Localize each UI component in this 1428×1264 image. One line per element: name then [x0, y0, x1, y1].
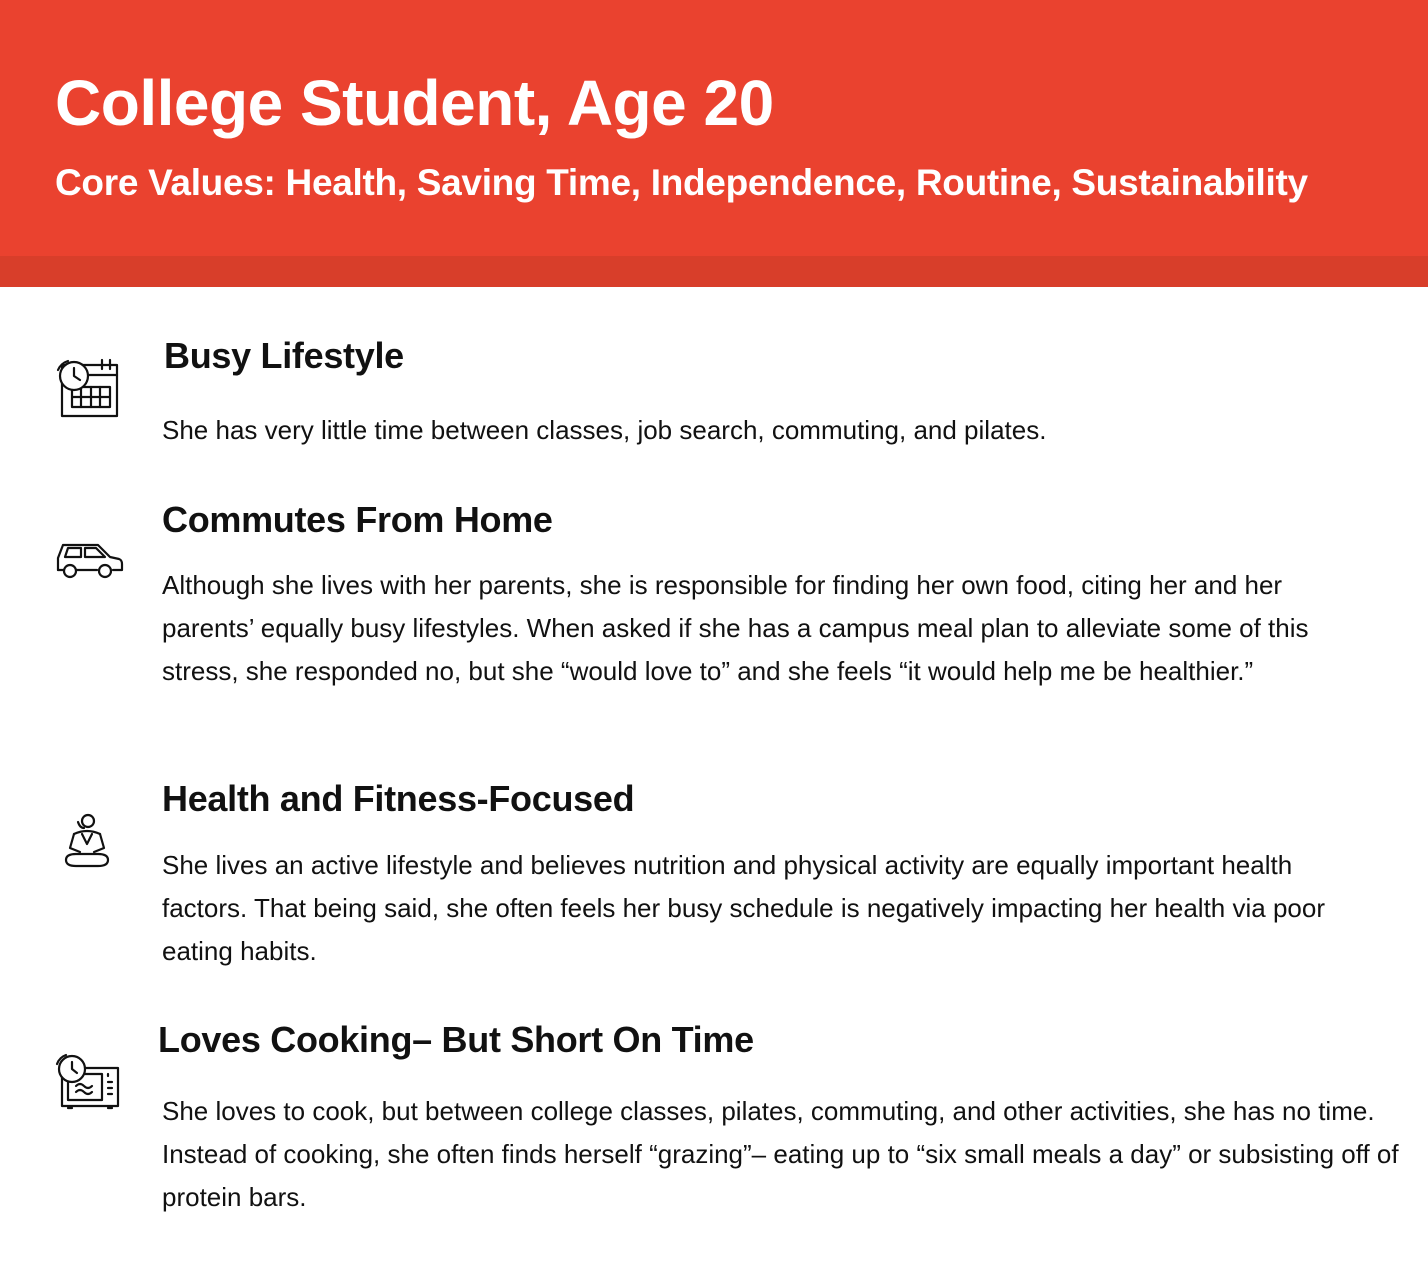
section-title-busy-lifestyle: Busy Lifestyle — [164, 335, 404, 376]
header-strip — [0, 256, 1428, 287]
car-icon — [55, 540, 125, 582]
clock-microwave-icon — [54, 1052, 122, 1110]
section-body-cooking: She loves to cook, but between college classes, pilates, commuting, and other activities, she has no time. Instead of cooking, she often finds herself “grazing”– eating up to “six small meals a day” or subsisting off of protein bars. — [162, 1096, 1399, 1212]
core-values: Core Values: Health, Saving Time, Independence, Routine, Sustainability — [55, 162, 1308, 203]
page-title: College Student, Age 20 — [55, 67, 774, 139]
section-body-busy-lifestyle: She has very little time between classes, job search, commuting, and pilates. — [162, 415, 1047, 445]
meditation-icon — [62, 812, 112, 872]
section-title-health: Health and Fitness-Focused — [162, 778, 635, 819]
section-title-cooking: Loves Cooking– But Short On Time — [158, 1019, 754, 1060]
section-title-commutes: Commutes From Home — [162, 499, 553, 540]
section-body-commutes: Although she lives with her parents, she is responsible for finding her own food, citing her and her parents’ equally busy lifestyles. When asked if she has a campus meal plan to alleviate some of this stress, she responded no, but she “would love to” and she feels “it would help me be healthier.” — [162, 570, 1309, 686]
clock-calendar-icon — [54, 356, 120, 420]
section-body-health: She lives an active lifestyle and believes nutrition and physical activity are equally important health factors. That being said, she often feels her busy schedule is negatively impacting her health via poor eating habits. — [162, 850, 1325, 966]
